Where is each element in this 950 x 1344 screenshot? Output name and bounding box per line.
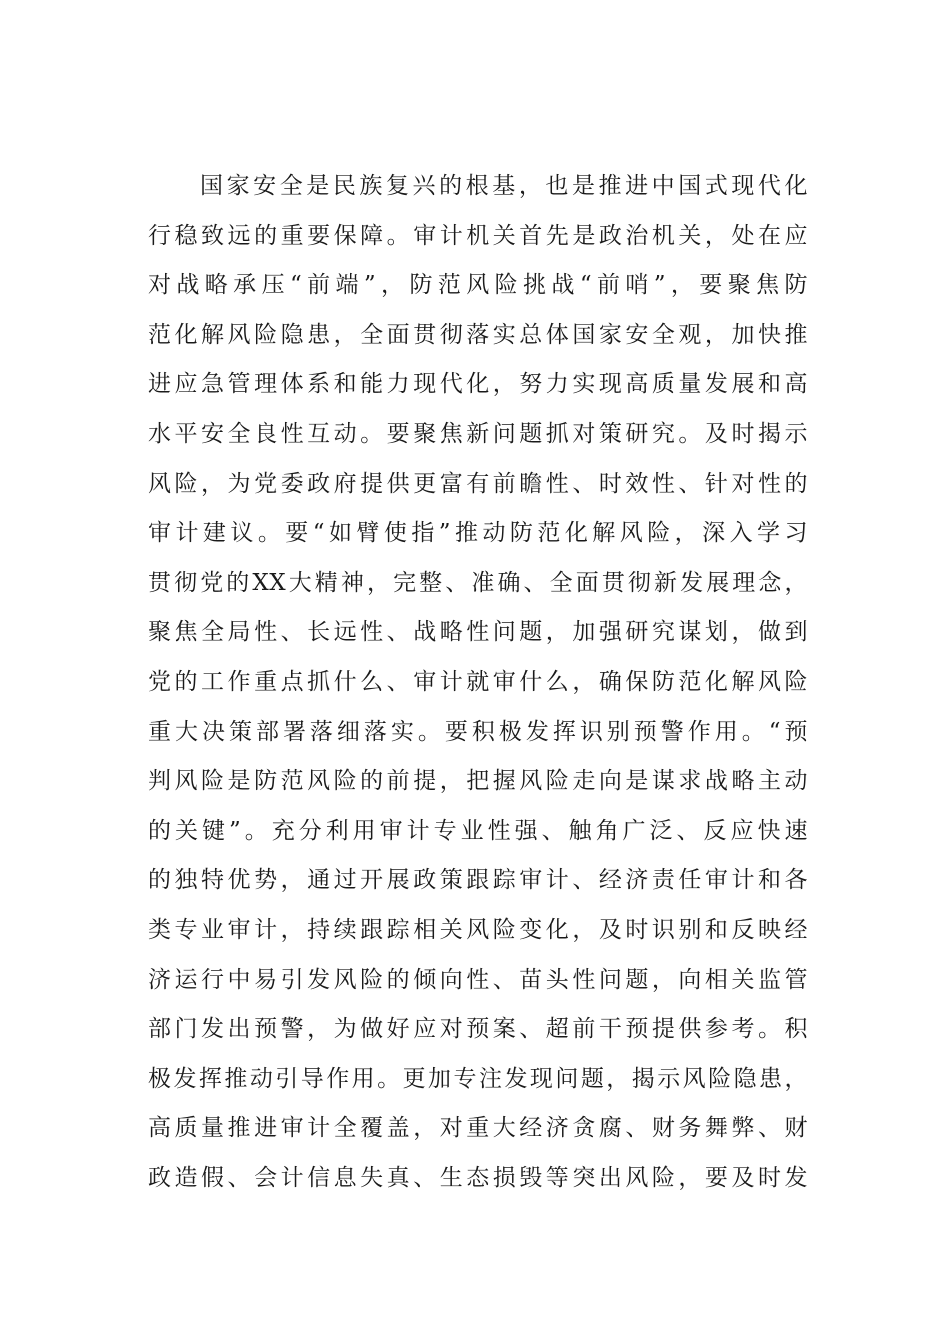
paragraph-line: 风险，为党委政府提供更富有前瞻性、时效性、针对性的	[148, 470, 808, 497]
paragraph-line: 进应急管理体系和能力现代化，努力实现高质量发展和高	[148, 371, 808, 398]
paragraph-line: 贯彻党的XX大精神，完整、准确、全面贯彻新发展理念，	[148, 569, 808, 596]
paragraph-line: 行稳致远的重要保障。审计机关首先是政治机关，处在应	[148, 222, 808, 249]
paragraph-line: 国家安全是民族复兴的根基，也是推进中国式现代化	[200, 173, 808, 199]
paragraph-line: 水平安全良性互动。要聚焦新问题抓对策研究。及时揭示	[148, 420, 808, 447]
paragraph-line: 济运行中易引发风险的倾向性、苗头性问题，向相关监管	[148, 966, 808, 993]
paragraph-line: 聚焦全局性、长远性、战略性问题，加强研究谋划，做到	[148, 619, 808, 646]
body-paragraph	[148, 162, 808, 1203]
paragraph-line: 审计建议。要“如臂使指”推动防范化解风险，深入学习	[148, 520, 808, 547]
paragraph-line: 部门发出预警，为做好应对预案、超前干预提供参考。积	[148, 1016, 808, 1043]
paragraph-line: 重大决策部署落细落实。要积极发挥识别预警作用。“预	[148, 718, 808, 745]
paragraph-line: 高质量推进审计全覆盖，对重大经济贪腐、财务舞弊、财	[148, 1115, 808, 1142]
paragraph-line: 的独特优势，通过开展政策跟踪审计、经济责任审计和各	[148, 867, 808, 894]
paragraph-line: 的关键”。充分利用审计专业性强、触角广泛、反应快速	[148, 817, 808, 844]
paragraph-line: 党的工作重点抓什么、审计就审什么，确保防范化解风险	[148, 668, 808, 695]
paragraph-line: 类专业审计，持续跟踪相关风险变化，及时识别和反映经	[148, 916, 808, 943]
paragraph-line: 对战略承压“前端”，防范风险挑战“前哨”，要聚焦防	[148, 272, 808, 299]
paragraph-line: 判风险是防范风险的前提，把握风险走向是谋求战略主动	[148, 768, 808, 795]
paragraph-line: 极发挥推动引导作用。更加专注发现问题，揭示风险隐患，	[148, 1065, 808, 1092]
paragraph-line: 政造假、会计信息失真、生态损毁等突出风险，要及时发	[148, 1164, 808, 1191]
paragraph-line: 范化解风险隐患，全面贯彻落实总体国家安全观，加快推	[148, 321, 808, 348]
